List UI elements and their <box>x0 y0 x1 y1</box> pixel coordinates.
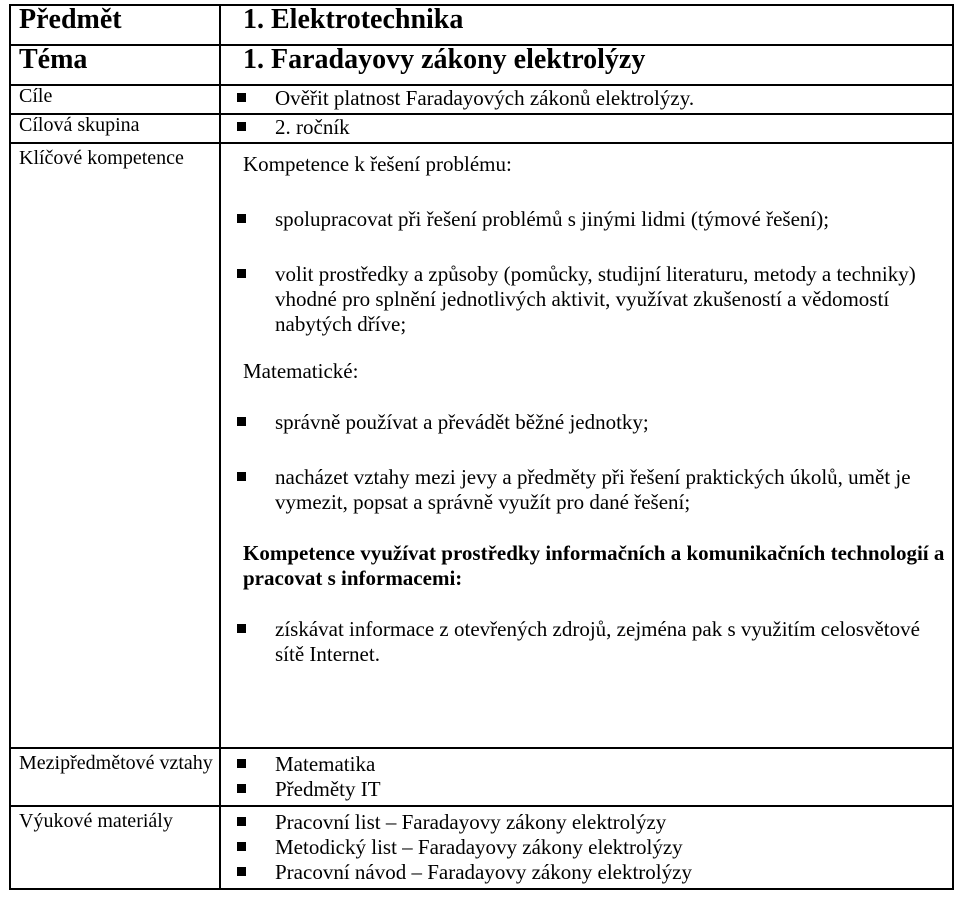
square-bullet-icon <box>237 214 246 223</box>
target-group-label: Cílová skupina <box>10 114 220 143</box>
list-item: spolupracovat při řešení problémů s jinými lidmi (týmové řešení); <box>221 207 952 232</box>
topic-value: 1. Faradayovy zákony elektrolýzy <box>220 45 953 85</box>
square-bullet-icon <box>237 122 246 131</box>
list-item: Metodický list – Faradayovy zákony elektrolýzy <box>221 835 952 860</box>
list-item: Předměty IT <box>221 777 952 802</box>
subject-row <box>10 5 953 45</box>
key-competences-content <box>220 143 953 748</box>
target-group-list <box>221 115 952 140</box>
cross-curricular-content <box>220 748 953 806</box>
math-list <box>221 410 952 515</box>
section-heading-math: Matematické: <box>243 359 359 383</box>
problem-solving-list <box>221 207 952 337</box>
list-item: volit prostředky a způsoby (pomůcky, studijní literaturu, metody a techniky) vhodné pro splnění jednotlivých aktivit, využívat zkušeností a vědomostí nabytých dříve; <box>221 262 952 337</box>
topic-label: Téma <box>10 45 220 85</box>
square-bullet-icon <box>237 817 246 826</box>
list-item: Ověřit platnost Faradayových zákonů elektrolýzy. <box>221 86 952 111</box>
square-bullet-icon <box>237 417 246 426</box>
square-bullet-icon <box>237 472 246 481</box>
goals-label: Cíle <box>10 85 220 114</box>
key-competences-label: Klíčové kompetence <box>10 143 220 748</box>
list-item: Matematika <box>221 752 952 777</box>
square-bullet-icon <box>237 867 246 876</box>
teaching-materials-content <box>220 806 953 889</box>
section-heading-problem-solving: Kompetence k řešení problému: <box>243 152 512 176</box>
teaching-materials-row <box>10 806 953 889</box>
ict-list <box>221 617 952 667</box>
list-item: 2. ročník <box>221 115 952 140</box>
square-bullet-icon <box>237 759 246 768</box>
cross-curricular-label: Mezipředmětové vztahy <box>10 748 220 806</box>
teaching-materials-label: Výukové materiály <box>10 806 220 889</box>
list-item: nacházet vztahy mezi jevy a předměty při řešení praktických úkolů, umět je vymezit, popsat a správně využít pro dané řešení; <box>221 465 952 515</box>
list-item: získávat informace z otevřených zdrojů, zejména pak s využitím celosvětové sítě Internet. <box>221 617 952 667</box>
cross-curricular-row <box>10 748 953 806</box>
teaching-materials-list <box>221 810 952 885</box>
lesson-info-table <box>9 4 954 890</box>
topic-row <box>10 45 953 85</box>
square-bullet-icon <box>237 93 246 102</box>
key-competences-row <box>10 143 953 748</box>
list-item: Pracovní list – Faradayovy zákony elektrolýzy <box>221 810 952 835</box>
square-bullet-icon <box>237 842 246 851</box>
section-heading-ict: Kompetence využívat prostředky informačních a komunikačních technologií a pracovat s informacemi: <box>243 541 945 590</box>
square-bullet-icon <box>237 784 246 793</box>
goals-list <box>221 86 952 111</box>
square-bullet-icon <box>237 624 246 633</box>
subject-label: Předmět <box>10 5 220 45</box>
goals-row <box>10 85 953 114</box>
list-item: správně používat a převádět běžné jednotky; <box>221 410 952 435</box>
subject-value: 1. Elektrotechnika <box>220 5 953 45</box>
square-bullet-icon <box>237 269 246 278</box>
list-item: Pracovní návod – Faradayovy zákony elektrolýzy <box>221 860 952 885</box>
target-group-row <box>10 114 953 143</box>
cross-curricular-list <box>221 752 952 802</box>
